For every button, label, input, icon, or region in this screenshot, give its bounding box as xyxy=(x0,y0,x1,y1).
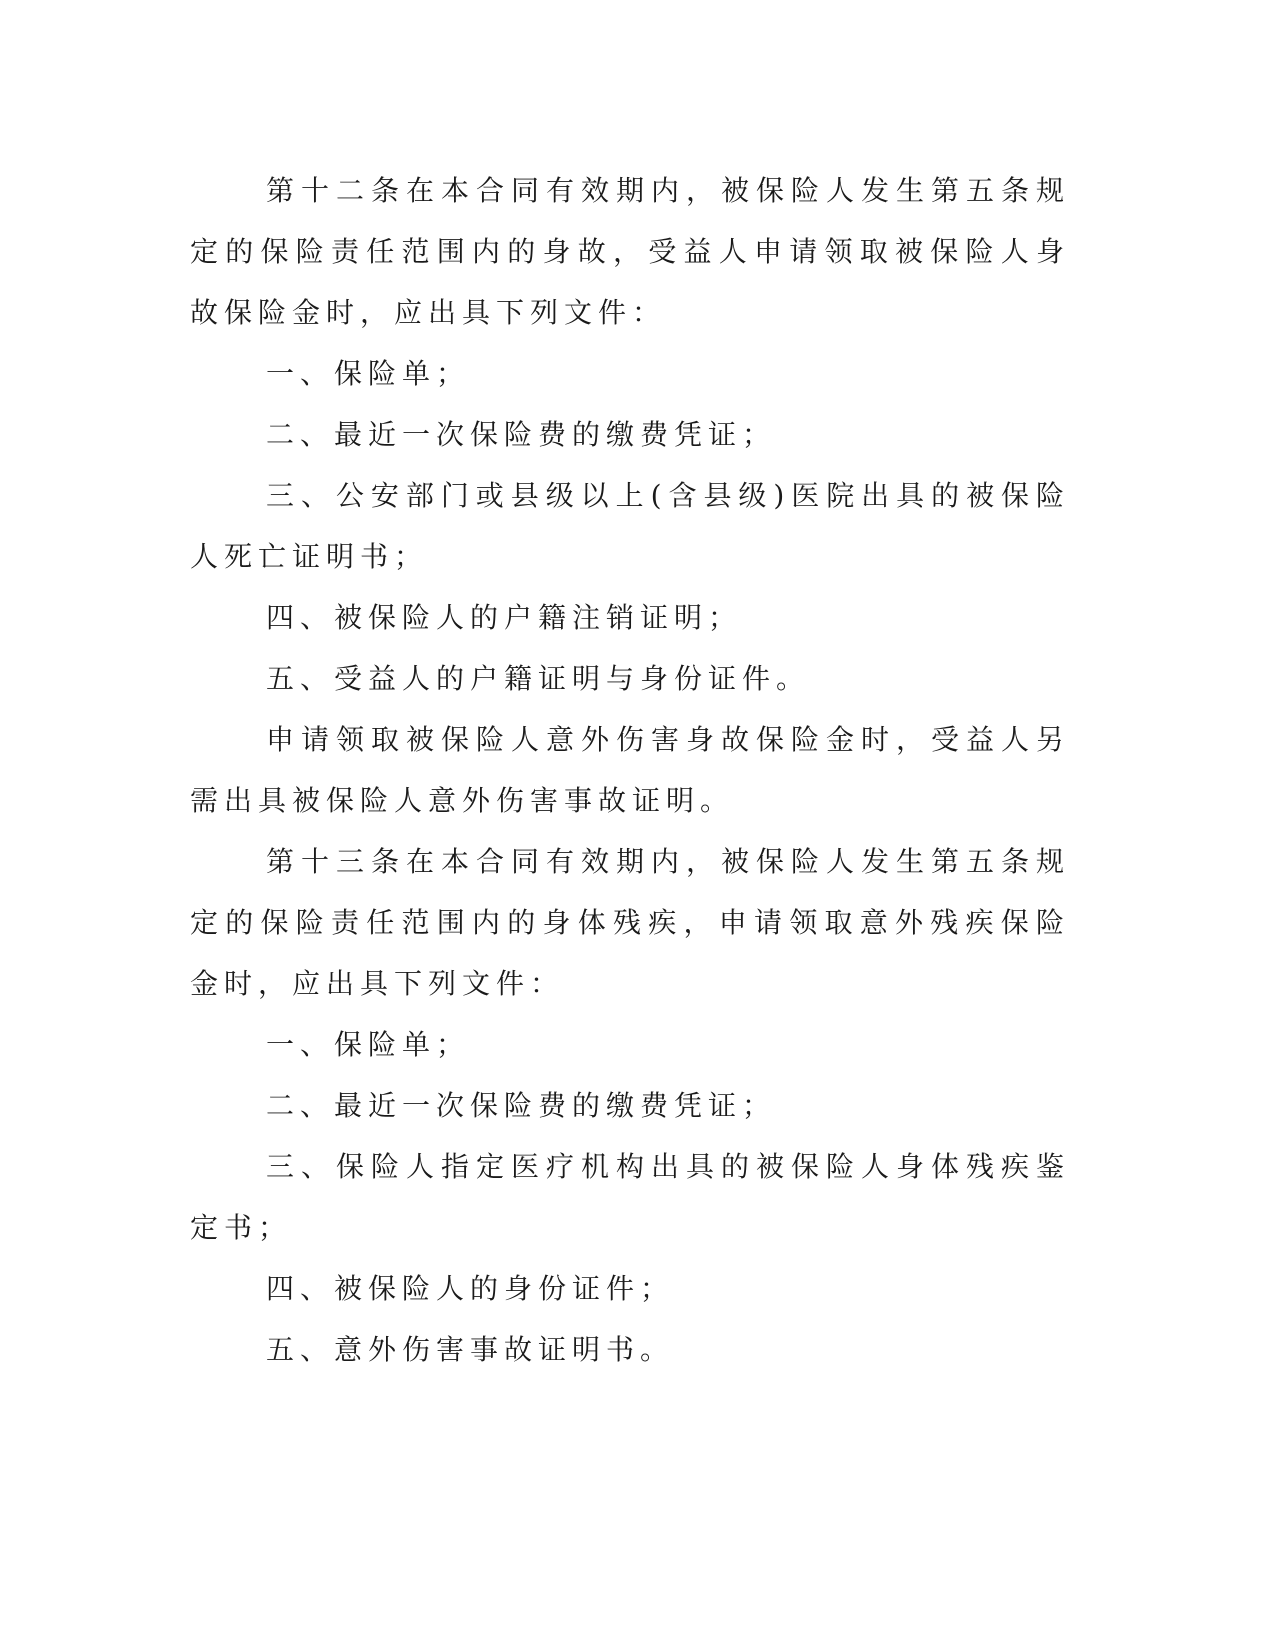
list-item: 三、保险人指定医疗机构出具的被保险人身体残疾鉴定书； xyxy=(190,1150,1070,1244)
list-item: 二、最近一次保险费的缴费凭证； xyxy=(266,1089,777,1122)
list-item: 五、意外伤害事故证明书。 xyxy=(266,1333,675,1366)
list-item: 五、受益人的户籍证明与身份证件。 xyxy=(266,662,811,695)
document-body xyxy=(190,160,1070,1380)
paragraph-article-12: 第十二条在本合同有效期内，被保险人发生第五条规定的保险责任范围内的身故，受益人申请领取被保险人身故保险金时，应出具下列文件： xyxy=(190,174,1070,329)
list-item: 四、被保险人的身份证件； xyxy=(266,1272,675,1305)
list-item: 四、被保险人的户籍注销证明； xyxy=(266,601,743,634)
list-item: 三、公安部门或县级以上(含县级)医院出具的被保险人死亡证明书； xyxy=(190,479,1070,573)
paragraph-accident-death: 申请领取被保险人意外伤害身故保险金时，受益人另需出具被保险人意外伤害事故证明。 xyxy=(190,723,1070,817)
list-item: 二、最近一次保险费的缴费凭证； xyxy=(266,418,777,451)
paragraph-article-13: 第十三条在本合同有效期内，被保险人发生第五条规定的保险责任范围内的身体残疾，申请领取意外残疾保险金时，应出具下列文件： xyxy=(190,845,1070,1000)
list-item: 一、保险单； xyxy=(266,357,471,390)
list-item: 一、保险单； xyxy=(266,1028,471,1061)
